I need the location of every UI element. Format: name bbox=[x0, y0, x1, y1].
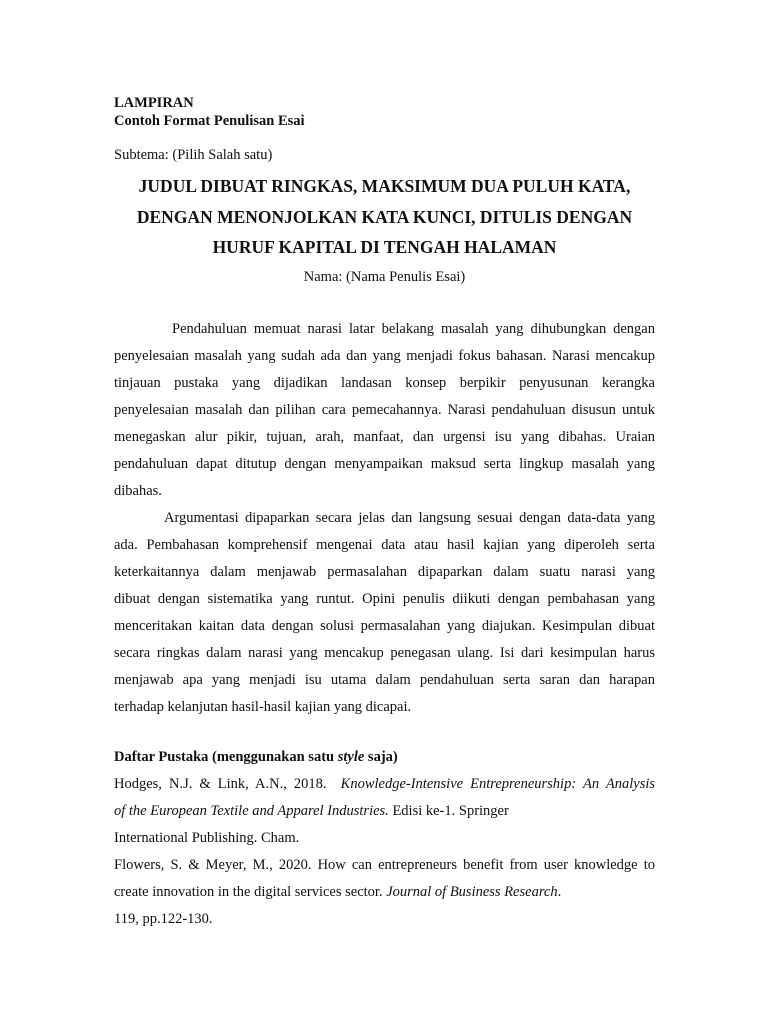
argument-paragraph bbox=[114, 505, 655, 721]
reference-book-title: Knowledge-Intensive Entrepreneurship: An Analysis bbox=[340, 776, 656, 792]
author-name: Nama: (Nama Penulis Esai) bbox=[303, 269, 466, 285]
paragraph-line: ada. Pembahasan komprehensif mengenai data atau hasil kajian yang diperoleh serta bbox=[114, 537, 655, 553]
reference-list-title bbox=[114, 744, 655, 771]
reference-title-text: Daftar Pustaka (menggunakan satu bbox=[114, 749, 338, 765]
paragraph-line: terhadap kelanjutan hasil-hasil kajian yang dicapai. bbox=[114, 699, 412, 715]
appendix-heading bbox=[114, 94, 305, 130]
paragraph-line: Pendahuluan memuat narasi latar belakang masalah yang dihubungkan dengan bbox=[172, 321, 655, 337]
reference-entry-2-line-1: Flowers, S. & Meyer, M., 2020. How can entrepreneurs benefit from user knowledge to bbox=[114, 857, 655, 873]
essay-title bbox=[114, 171, 655, 263]
paragraph-line: pendahuluan dapat ditutup dengan menyampaikan maksud serta lingkup masalah yang bbox=[114, 456, 655, 472]
appendix-label: LAMPIRAN bbox=[114, 95, 194, 111]
paragraph-line: penyelesaian masalah dan pilihan cara pemecahannya. Narasi pendahuluan disusun untuk bbox=[114, 402, 655, 418]
paragraph-line: secara ringkas dalam narasi yang mencakup penegasan ulang. Isi dari kesimpulan harus bbox=[114, 645, 655, 661]
reference-book-title-cont: of the European Textile and Apparel Industries. bbox=[114, 803, 389, 819]
paragraph-line: keterkaitannya dalam menjawab permasalahan dipaparkan dalam suatu narasi yang bbox=[114, 564, 655, 580]
subtheme-label: Subtema: (Pilih Salah satu) bbox=[114, 147, 273, 163]
reference-entry-2-line-2 bbox=[114, 879, 655, 906]
paragraph-line: penyelesaian masalah yang sudah ada dan yang menjadi fokus bahasan. Narasi mencakup bbox=[114, 348, 655, 364]
paragraph-line: menceritakan kaitan data dengan solusi permasalahan yang diajukan. Kesimpulan dibuat bbox=[114, 618, 655, 634]
title-line-2: DENGAN MENONJOLKAN KATA KUNCI, DITULIS DENGAN bbox=[136, 206, 633, 227]
reference-authors: Hodges, N.J. & Link, A.N., 2018. bbox=[114, 776, 327, 792]
paragraph-line: menegaskan alur pikir, tujuan, arah, manfaat, dan urgensi isu yang dibahas. Uraian bbox=[114, 429, 655, 445]
reference-article-title: create innovation in the digital services sector. bbox=[114, 884, 387, 900]
introduction-paragraph bbox=[114, 316, 655, 505]
reference-punctuation: . bbox=[557, 884, 562, 900]
paragraph-line: Argumentasi dipaparkan secara jelas dan langsung sesuai dengan data-data yang bbox=[164, 510, 655, 526]
appendix-subtitle: Contoh Format Penulisan Esai bbox=[114, 113, 305, 129]
essay-body bbox=[114, 316, 655, 721]
reference-title-italic: style bbox=[337, 749, 365, 765]
title-line-3: HURUF KAPITAL DI TENGAH HALAMAN bbox=[212, 237, 557, 257]
reference-title-suffix: saja) bbox=[364, 749, 398, 765]
reference-entry-1-line-2 bbox=[114, 798, 655, 825]
title-line-1: JUDUL DIBUAT RINGKAS, MAKSIMUM DUA PULUH KATA, bbox=[138, 176, 631, 196]
reference-edition: Edisi ke-1. Springer bbox=[388, 803, 509, 819]
reference-list bbox=[114, 744, 655, 933]
reference-entry-1-line-1 bbox=[114, 771, 655, 798]
paragraph-line: menjawab apa yang menjadi isu utama dalam pendahuluan serta saran dan harapan bbox=[114, 672, 655, 688]
reference-entry-2-line-3: 119, pp.122-130. bbox=[114, 911, 213, 927]
paragraph-line: tinjauan pustaka yang dijadikan landasan konsep berpikir penyusunan kerangka bbox=[114, 375, 655, 391]
reference-journal-name: Journal of Business Research bbox=[386, 884, 558, 900]
reference-entry-1-line-3: International Publishing. Cham. bbox=[114, 830, 300, 846]
paragraph-line: dibahas. bbox=[114, 483, 162, 499]
paragraph-line: dibuat dengan sistematika yang runtut. Opini penulis diikuti dengan pembahasan yang bbox=[114, 591, 655, 607]
